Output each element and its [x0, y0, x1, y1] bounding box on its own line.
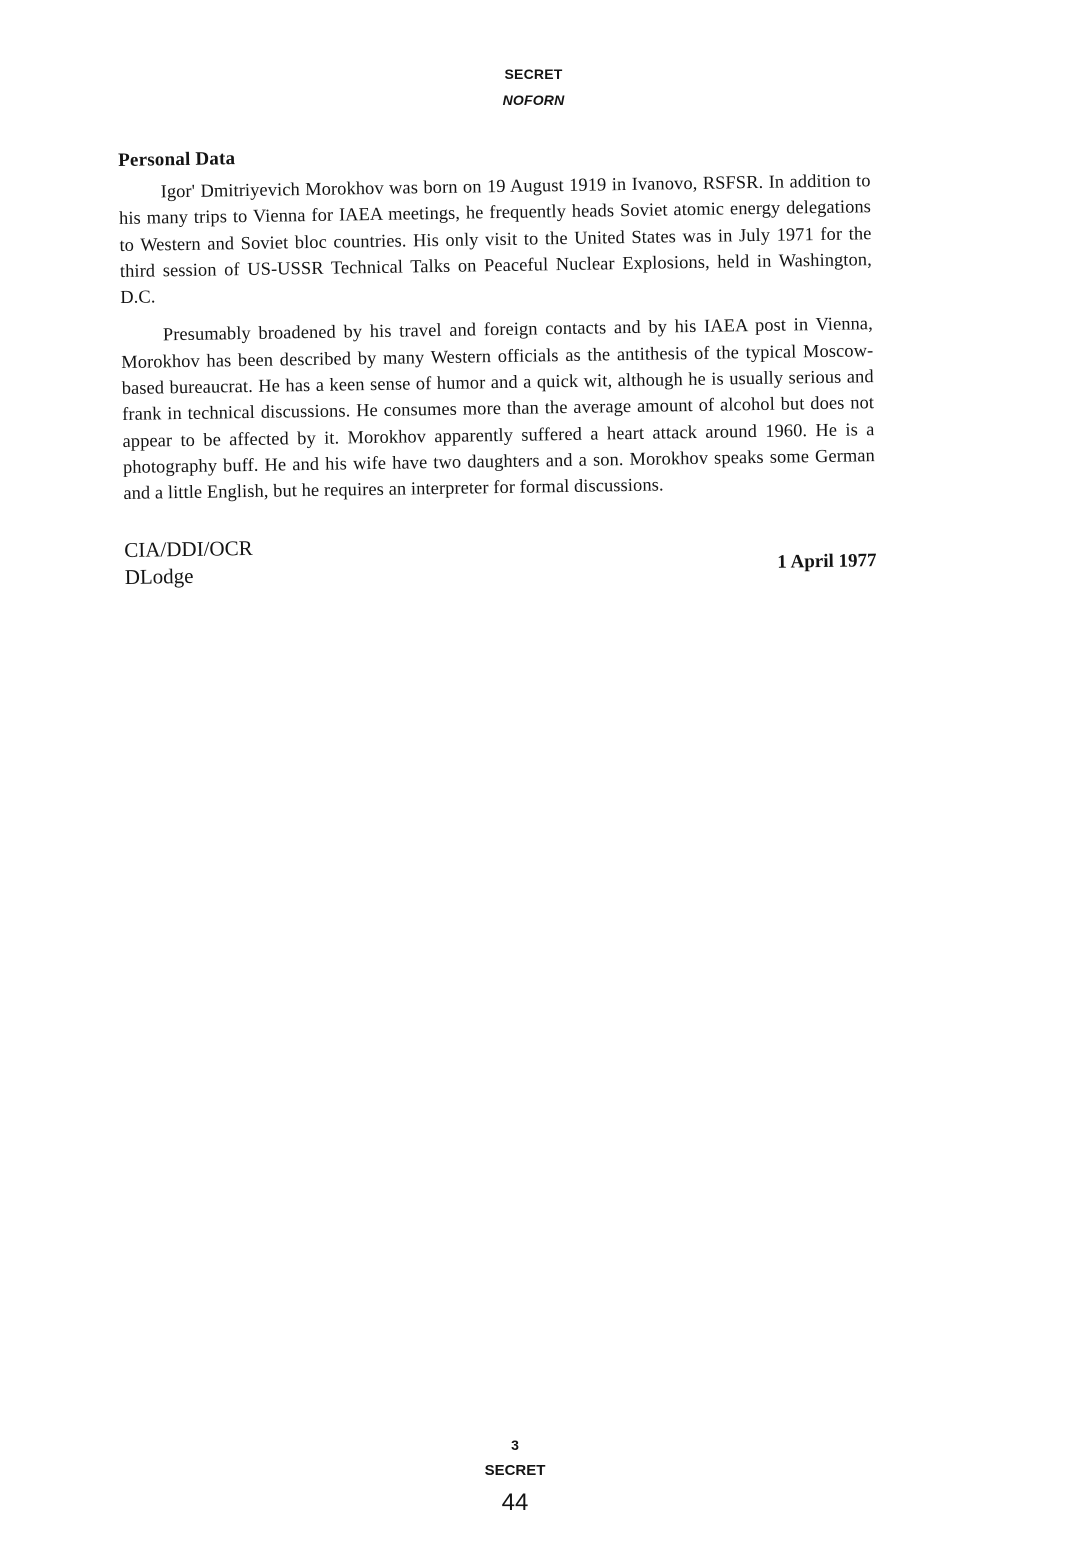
source-office: CIA/DDI/OCR	[124, 535, 253, 562]
top-handling-marking: NOFORN	[502, 92, 565, 108]
section-heading: Personal Data	[118, 148, 236, 171]
document-body	[118, 138, 877, 596]
document-date: 1 April 1977	[777, 549, 877, 573]
source-attribution	[124, 534, 253, 590]
page-number: 3	[511, 1437, 519, 1453]
bottom-classification-marking: SECRET	[484, 1462, 546, 1479]
paragraph-birth-and-travel: Igor' Dmitriyevich Morokhov was born on 19 August 1919 in Ivanovo, RSFSR. In addition to his many trips to Vienna for IAEA meetings, he frequently heads Soviet atomic energy delegations to Western and Soviet bloc countries. His only visit to the United States was in July 1971 for the third session of US-USSR Technical Talks on Peaceful Nuclear Explosions, held in Washington, D.C.	[118, 170, 872, 308]
document-page-number: 44	[501, 1489, 529, 1516]
paragraph-personality: Presumably broadened by his travel and foreign contacts and by his IAEA post in Vienna, Morokhov has been described by many Western officials as the antithesis of the typical Moscow-based bureaucrat. He has a keen sense of humor and a quick wit, although he is usually serious and frank in technical discussions. He consumes more than the average amount of alcohol but does not appear to be affected by it. Morokhov apparently suffered a heart attack around 1960. He is a photography buff. He and his wife have two daughters and a son. Morokhov speaks some German and a little English, but he requires an interpreter for formal discussions.	[121, 313, 876, 504]
top-classification-marking: SECRET	[504, 66, 563, 82]
author-name: DLodge	[124, 563, 194, 589]
signature-block	[124, 525, 877, 597]
